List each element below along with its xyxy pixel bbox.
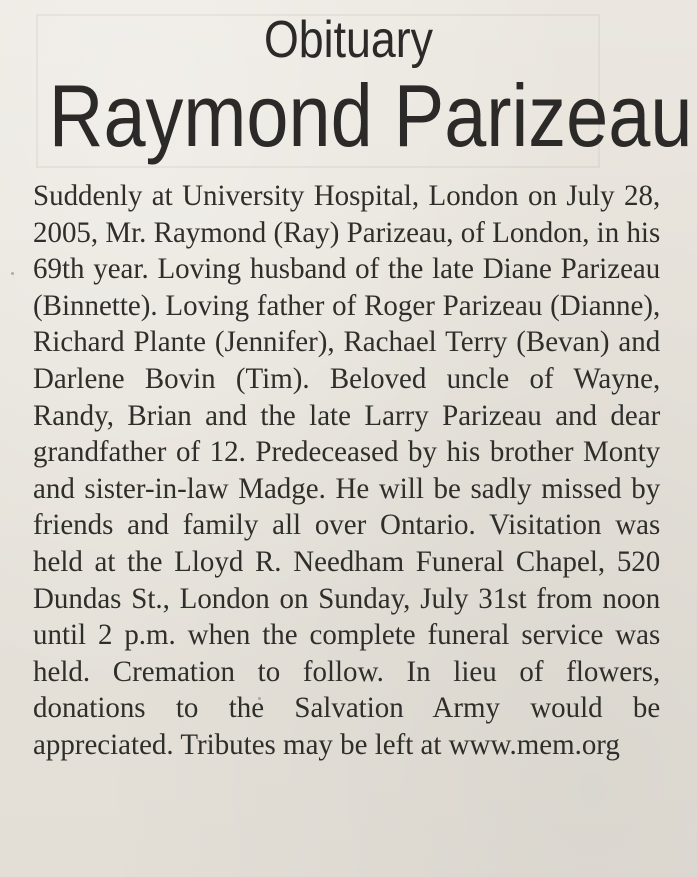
paper-speck [258, 697, 261, 700]
paper-speck [11, 272, 14, 275]
obituary-body: Suddenly at University Hospital, London on July 28, 2005, Mr. Raymond (Ray) Parizeau, of London, in his 69th year. Loving husband of the late Diane Parizeau (Binnette). Loving father of Roger Parizeau (Dianne), Richard Plante (Jennifer), Rachael Terry (Bevan) and Darlene Bovin (Tim). Beloved uncle of Wayne, Randy, Brian and the late Larry Parizeau and dear grandfather of 12. Predeceased by his brother Monty and sister-in-law Madge. He will be sadly missed by friends and family all over Ontario. Visitation was held at the Lloyd R. Needham Funeral Chapel, 520 Dundas St., London on Sunday, July 31st from noon until 2 p.m. when the complete funeral service was held. Cremation to follow. In lieu of flowers, donations to the Salvation Army would be appreciated. Tributes may be left at www.mem.org [33, 179, 661, 761]
deceased-name: Raymond Parizeau [48, 66, 693, 165]
obituary-heading: Obituary [263, 11, 434, 69]
paper-speck [520, 86, 522, 88]
